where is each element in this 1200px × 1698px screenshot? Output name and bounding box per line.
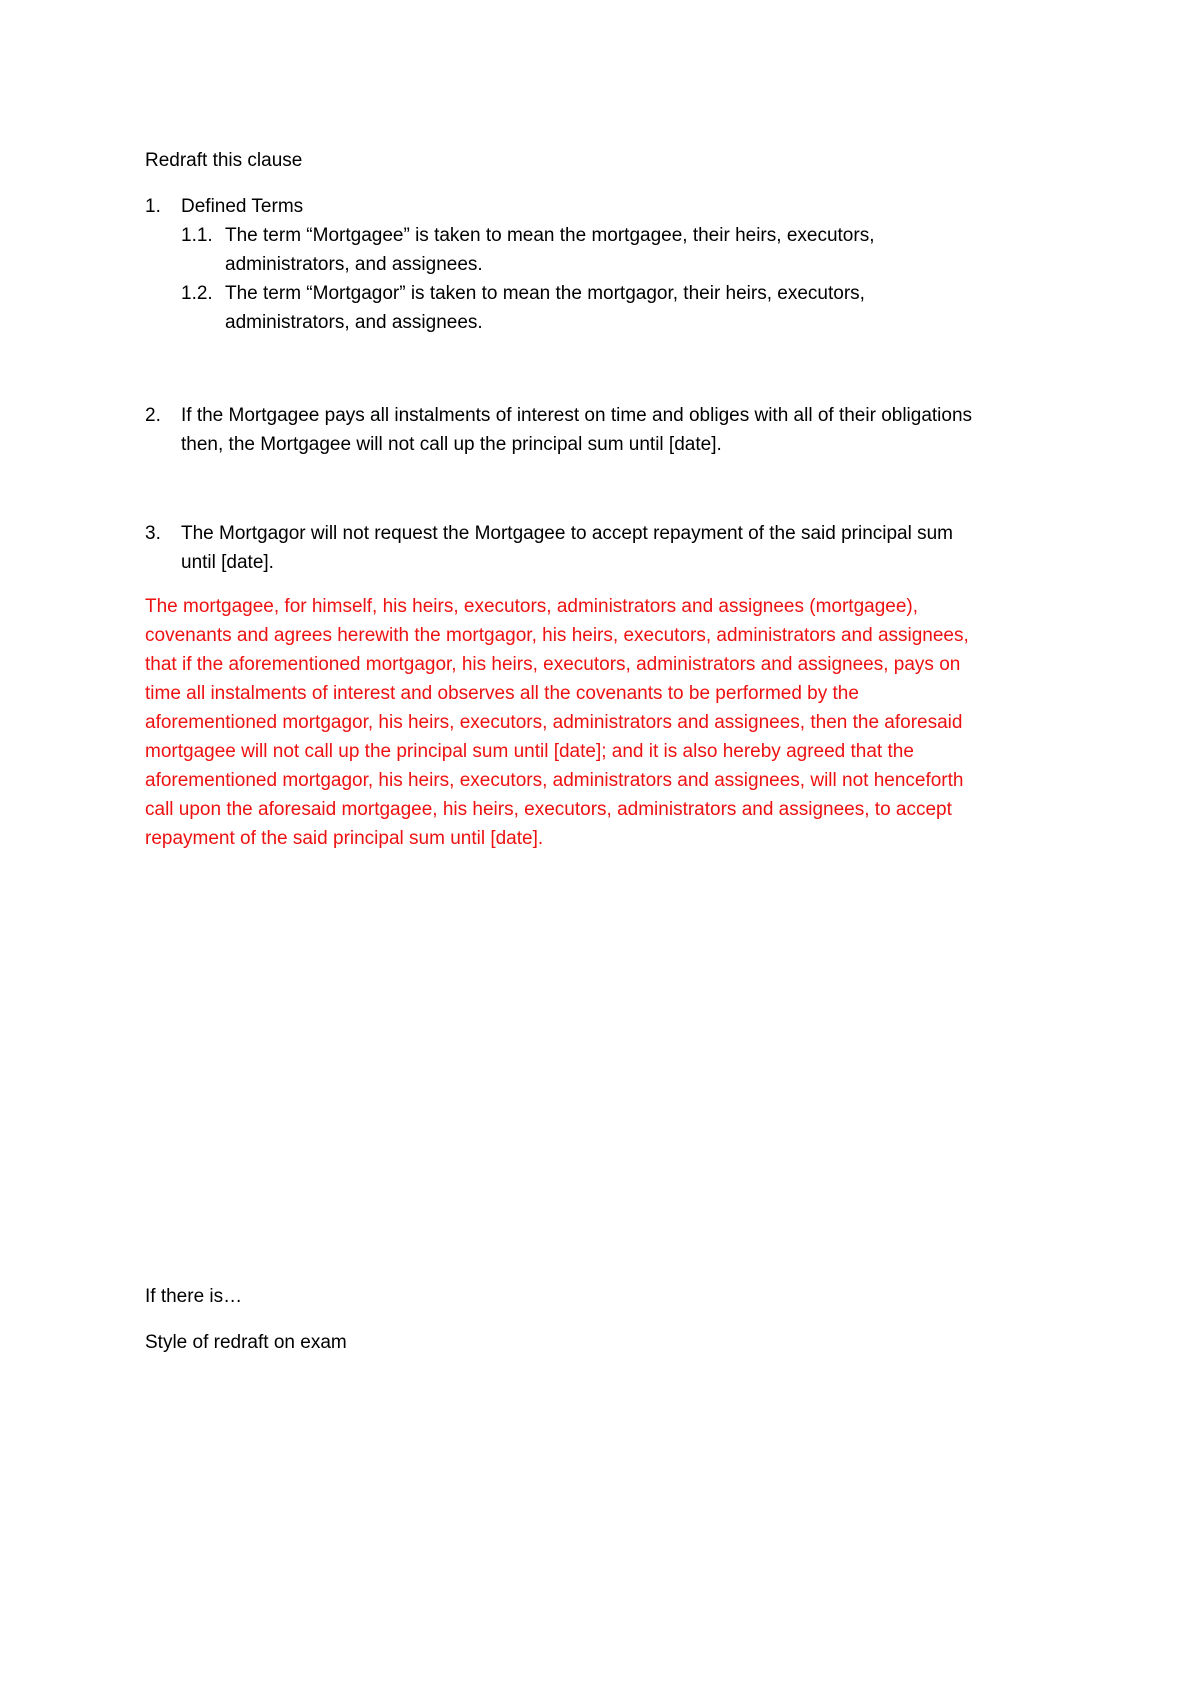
section-2-text-continued: then, the Mortgagee will not call up the principal sum until [date]. — [181, 434, 722, 455]
original-clause-line: that if the aforementioned mortgagor, his heirs, executors, administrators and assignees, pays on — [145, 654, 961, 675]
section-2-number: 2. — [145, 405, 161, 426]
clause-1-2-number: 1.2. — [181, 283, 213, 304]
section-3-text: The Mortgagor will not request the Mortgagee to accept repayment of the said principal sum — [181, 523, 954, 544]
section-1-number: 1. — [145, 196, 161, 217]
original-clause-line: aforementioned mortgagor, his heirs, executors, administrators and assignees, then the aforesaid — [145, 712, 963, 733]
clause-1-1-text-continued: administrators, and assignees. — [225, 254, 483, 275]
clause-1-2-text-continued: administrators, and assignees. — [225, 312, 483, 333]
original-clause-line: aforementioned mortgagor, his heirs, executors, administrators and assignees, will not henceforth — [145, 770, 964, 791]
section-2-text: If the Mortgagee pays all instalments of interest on time and obliges with all of their obligations — [181, 405, 973, 426]
original-clause-line: mortgagee will not call up the principal sum until [date]; and it is also hereby agreed that the — [145, 741, 914, 762]
clause-1-1-text: The term “Mortgagee” is taken to mean the mortgagee, their heirs, executors, — [225, 225, 875, 246]
document-heading: Redraft this clause — [145, 150, 303, 171]
document-page — [145, 0, 1065, 1698]
original-clause-line: covenants and agrees herewith the mortgagor, his heirs, executors, administrators and assignees, — [145, 625, 969, 646]
note-if-there-is: If there is… — [145, 1286, 243, 1307]
section-3-text-continued: until [date]. — [181, 552, 274, 573]
original-clause-line: time all instalments of interest and observes all the covenants to be performed by the — [145, 683, 859, 704]
clause-1-2-text: The term “Mortgagor” is taken to mean the mortgagor, their heirs, executors, — [225, 283, 865, 304]
original-clause-line: repayment of the said principal sum until [date]. — [145, 828, 544, 849]
original-clause-line: call upon the aforesaid mortgagee, his heirs, executors, administrators and assignees, to accept — [145, 799, 952, 820]
section-1-title: Defined Terms — [181, 196, 304, 217]
original-clause-line: The mortgagee, for himself, his heirs, executors, administrators and assignees (mortgagee), — [145, 596, 919, 617]
section-3-number: 3. — [145, 523, 161, 544]
clause-1-1-number: 1.1. — [181, 225, 213, 246]
note-style-of-redraft: Style of redraft on exam — [145, 1332, 347, 1353]
